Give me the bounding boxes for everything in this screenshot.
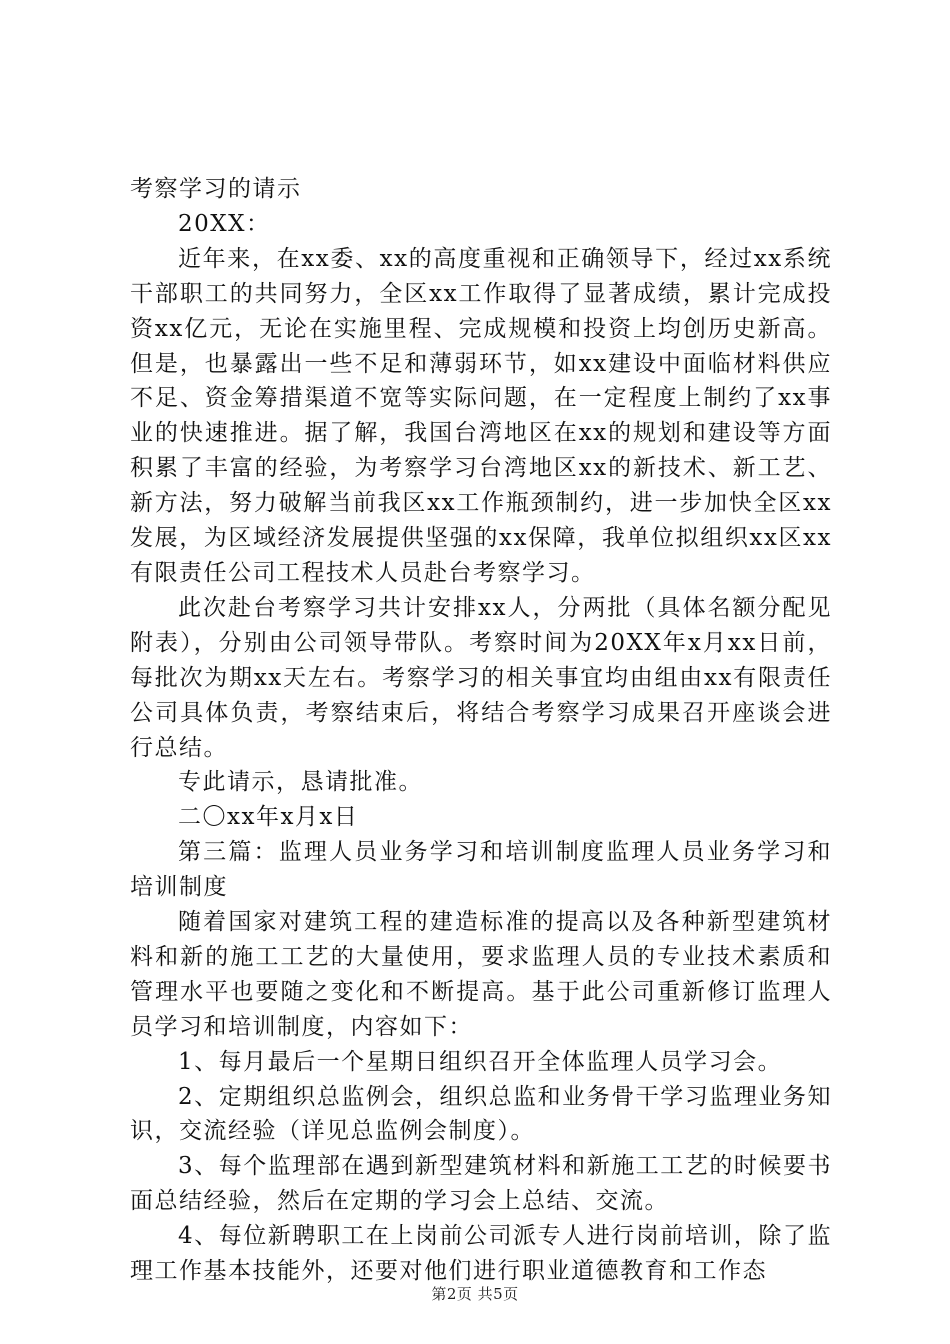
page-number: 第2页 共5页 bbox=[431, 1285, 519, 1303]
document-title: 考察学习的请示 bbox=[130, 176, 302, 202]
paragraph-intro: 随着国家对建筑工程的建造标准的提高以及各种新型建筑材料和新的施工工艺的大量使用，要求监理人员的专业技术素质和管理水平也要随之变化和不断提高。基于此公司重新修订监理人员学习和培训制度，内容如下： bbox=[130, 909, 832, 1040]
paragraph-date: 二〇xx年x月x日 bbox=[178, 804, 359, 831]
salutation-line: 20XX： bbox=[178, 210, 271, 237]
paragraph-request: 专此请示，恳请批准。 bbox=[178, 769, 423, 796]
document-body bbox=[130, 172, 832, 1289]
paragraph-arrangement: 此次赴台考察学习共计安排xx人，分两批（具体名额分配见附表），分别由公司领导带队。考察时间为20XX年x月xx日前，每批次为期xx天左右。考察学习的相关事宜均由组由xx有限责任公司具体负责，考察结束后，将结合考察学习成果召开座谈会进行总结。 bbox=[130, 594, 832, 761]
list-item: 3、每个监理部在遇到新型建筑材料和新施工工艺的时候要书面总结经验，然后在定期的学习会上总结、交流。 bbox=[130, 1153, 832, 1215]
section-heading: 第三篇：监理人员业务学习和培训制度监理人员业务学习和培训制度 bbox=[130, 839, 832, 901]
list-item: 1、每月最后一个星期日组织召开全体监理人员学习会。 bbox=[178, 1048, 783, 1075]
list-item: 4、每位新聘职工在上岗前公司派专人进行岗前培训，除了监理工作基本技能外，还要对他们进行职业道德教育和工作态 bbox=[130, 1223, 832, 1285]
paragraph-background: 近年来，在xx委、xx的高度重视和正确领导下，经过xx系统干部职工的共同努力，全区xx工作取得了显著成绩，累计完成投资xx亿元，无论在实施里程、完成规模和投资上均创历史新高。但是，也暴露出一些不足和薄弱环节，如xx建设中面临材料供应不足、资金筹措渠道不宽等实际问题，在一定程度上制约了xx事业的快速推进。据了解，我国台湾地区在xx的规划和建设等方面积累了丰富的经验，为考察学习台湾地区xx的新技术、新工艺、新方法，努力破解当前我区xx工作瓶颈制约，进一步加快全区xx发展，为区域经济发展提供坚强的xx保障，我单位拟组织xx区xx有限责任公司工程技术人员赴台考察学习。 bbox=[130, 245, 832, 586]
list-item: 2、定期组织总监例会，组织总监和业务骨干学习监理业务知识，交流经验（详见总监例会制度）。 bbox=[130, 1083, 832, 1145]
